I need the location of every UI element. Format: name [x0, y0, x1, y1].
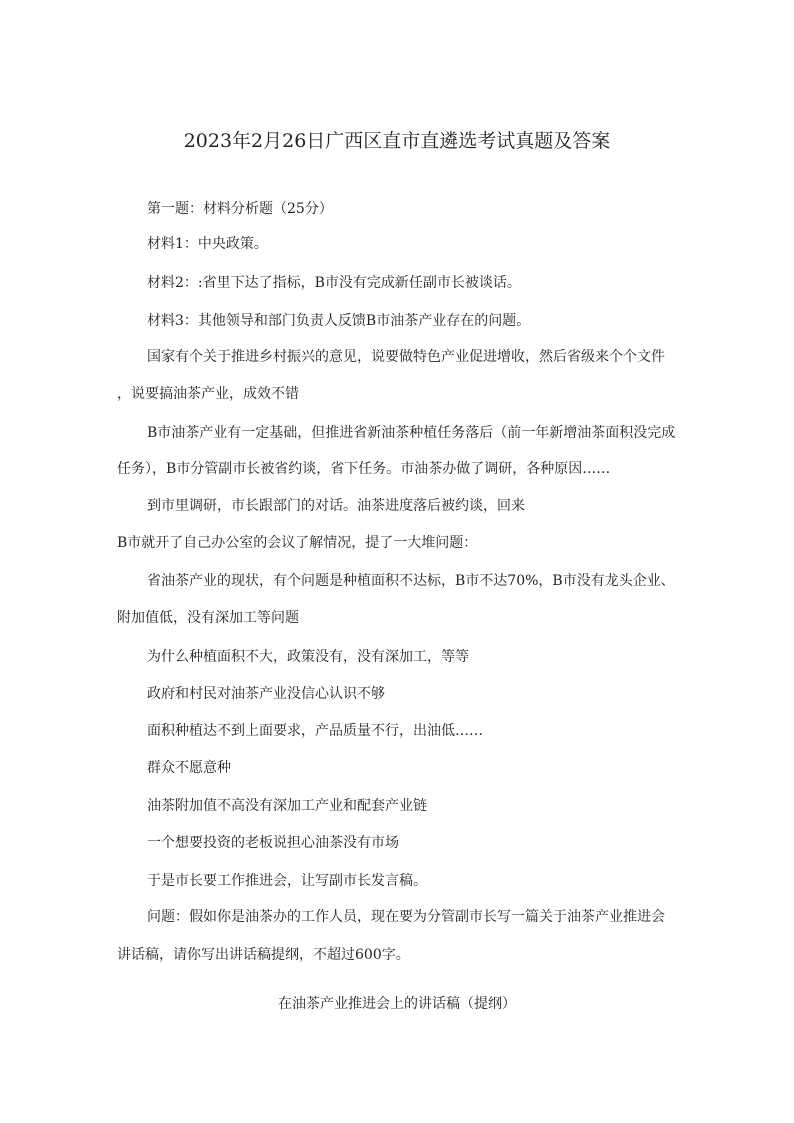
paragraph-line: B市油茶产业有一定基础，但推进省新油茶种植任务落后（前一年新增油茶面积没完成 [147, 425, 676, 441]
question-heading: 第一题：材料分析题（25分） [147, 201, 333, 217]
material-1: 材料1：中央政策。 [147, 236, 268, 252]
question-prompt: 问题：假如你是油茶办的工作人员，现在要为分管副市长写一篇关于油茶产业推进会 [147, 909, 665, 925]
paragraph-line: B市就开了自己办公室的会议了解情况，提了一大堆问题： [117, 535, 478, 551]
paragraph-line: 群众不愿意种 [147, 760, 231, 776]
paragraph-line: 油茶附加值不高没有深加工产业和配套产业链 [147, 798, 427, 814]
paragraph-line: ，说要搞油茶产业，成效不错 [117, 386, 299, 402]
material-3: 材料3：其他领导和部门负责人反馈B市油茶产业存在的问题。 [147, 313, 531, 329]
paragraph-line: 附加值低，没有深加工等问题 [117, 610, 299, 626]
paragraph-line: 于是市长要工作推进会，让写副市长发言稿。 [147, 873, 427, 889]
document-title: 2023年2月26日广西区直市直遴选考试真题及答案 [183, 130, 611, 152]
material-2: 材料2：:省里下达了指标，B市没有完成新任副市长被谈话。 [147, 275, 521, 291]
paragraph-line: 任务），B市分管副市长被省约谈，省下任务。市油茶办做了调研，各种原因…… [117, 461, 611, 477]
paragraph-line: 政府和村民对油茶产业没信心认识不够 [147, 686, 385, 702]
paragraph-line: 为什么种植面积不大，政策没有，没有深加工，等等 [147, 649, 469, 665]
paragraph-line: 面积种植达不到上面要求，产品质量不行，出油低…… [147, 723, 483, 739]
speech-outline-heading: 在油茶产业推进会上的讲话稿（提纲） [278, 996, 516, 1012]
question-prompt-continued: 讲话稿，请你写出讲话稿提纲，不超过600字。 [117, 947, 410, 963]
paragraph-line: 一个想要投资的老板说担心油茶没有市场 [147, 835, 399, 851]
paragraph-line: 省油茶产业的现状，有个问题是种植面积不达标，B市不达70%，B市没有龙头企业、 [147, 573, 675, 589]
paragraph-line: 国家有个关于推进乡村振兴的意见，说要做特色产业促进增收，然后省级来个个文件 [147, 349, 665, 365]
paragraph-line: 到市里调研，市长跟部门的对话。油茶进度落后被约谈，回来 [147, 498, 525, 514]
